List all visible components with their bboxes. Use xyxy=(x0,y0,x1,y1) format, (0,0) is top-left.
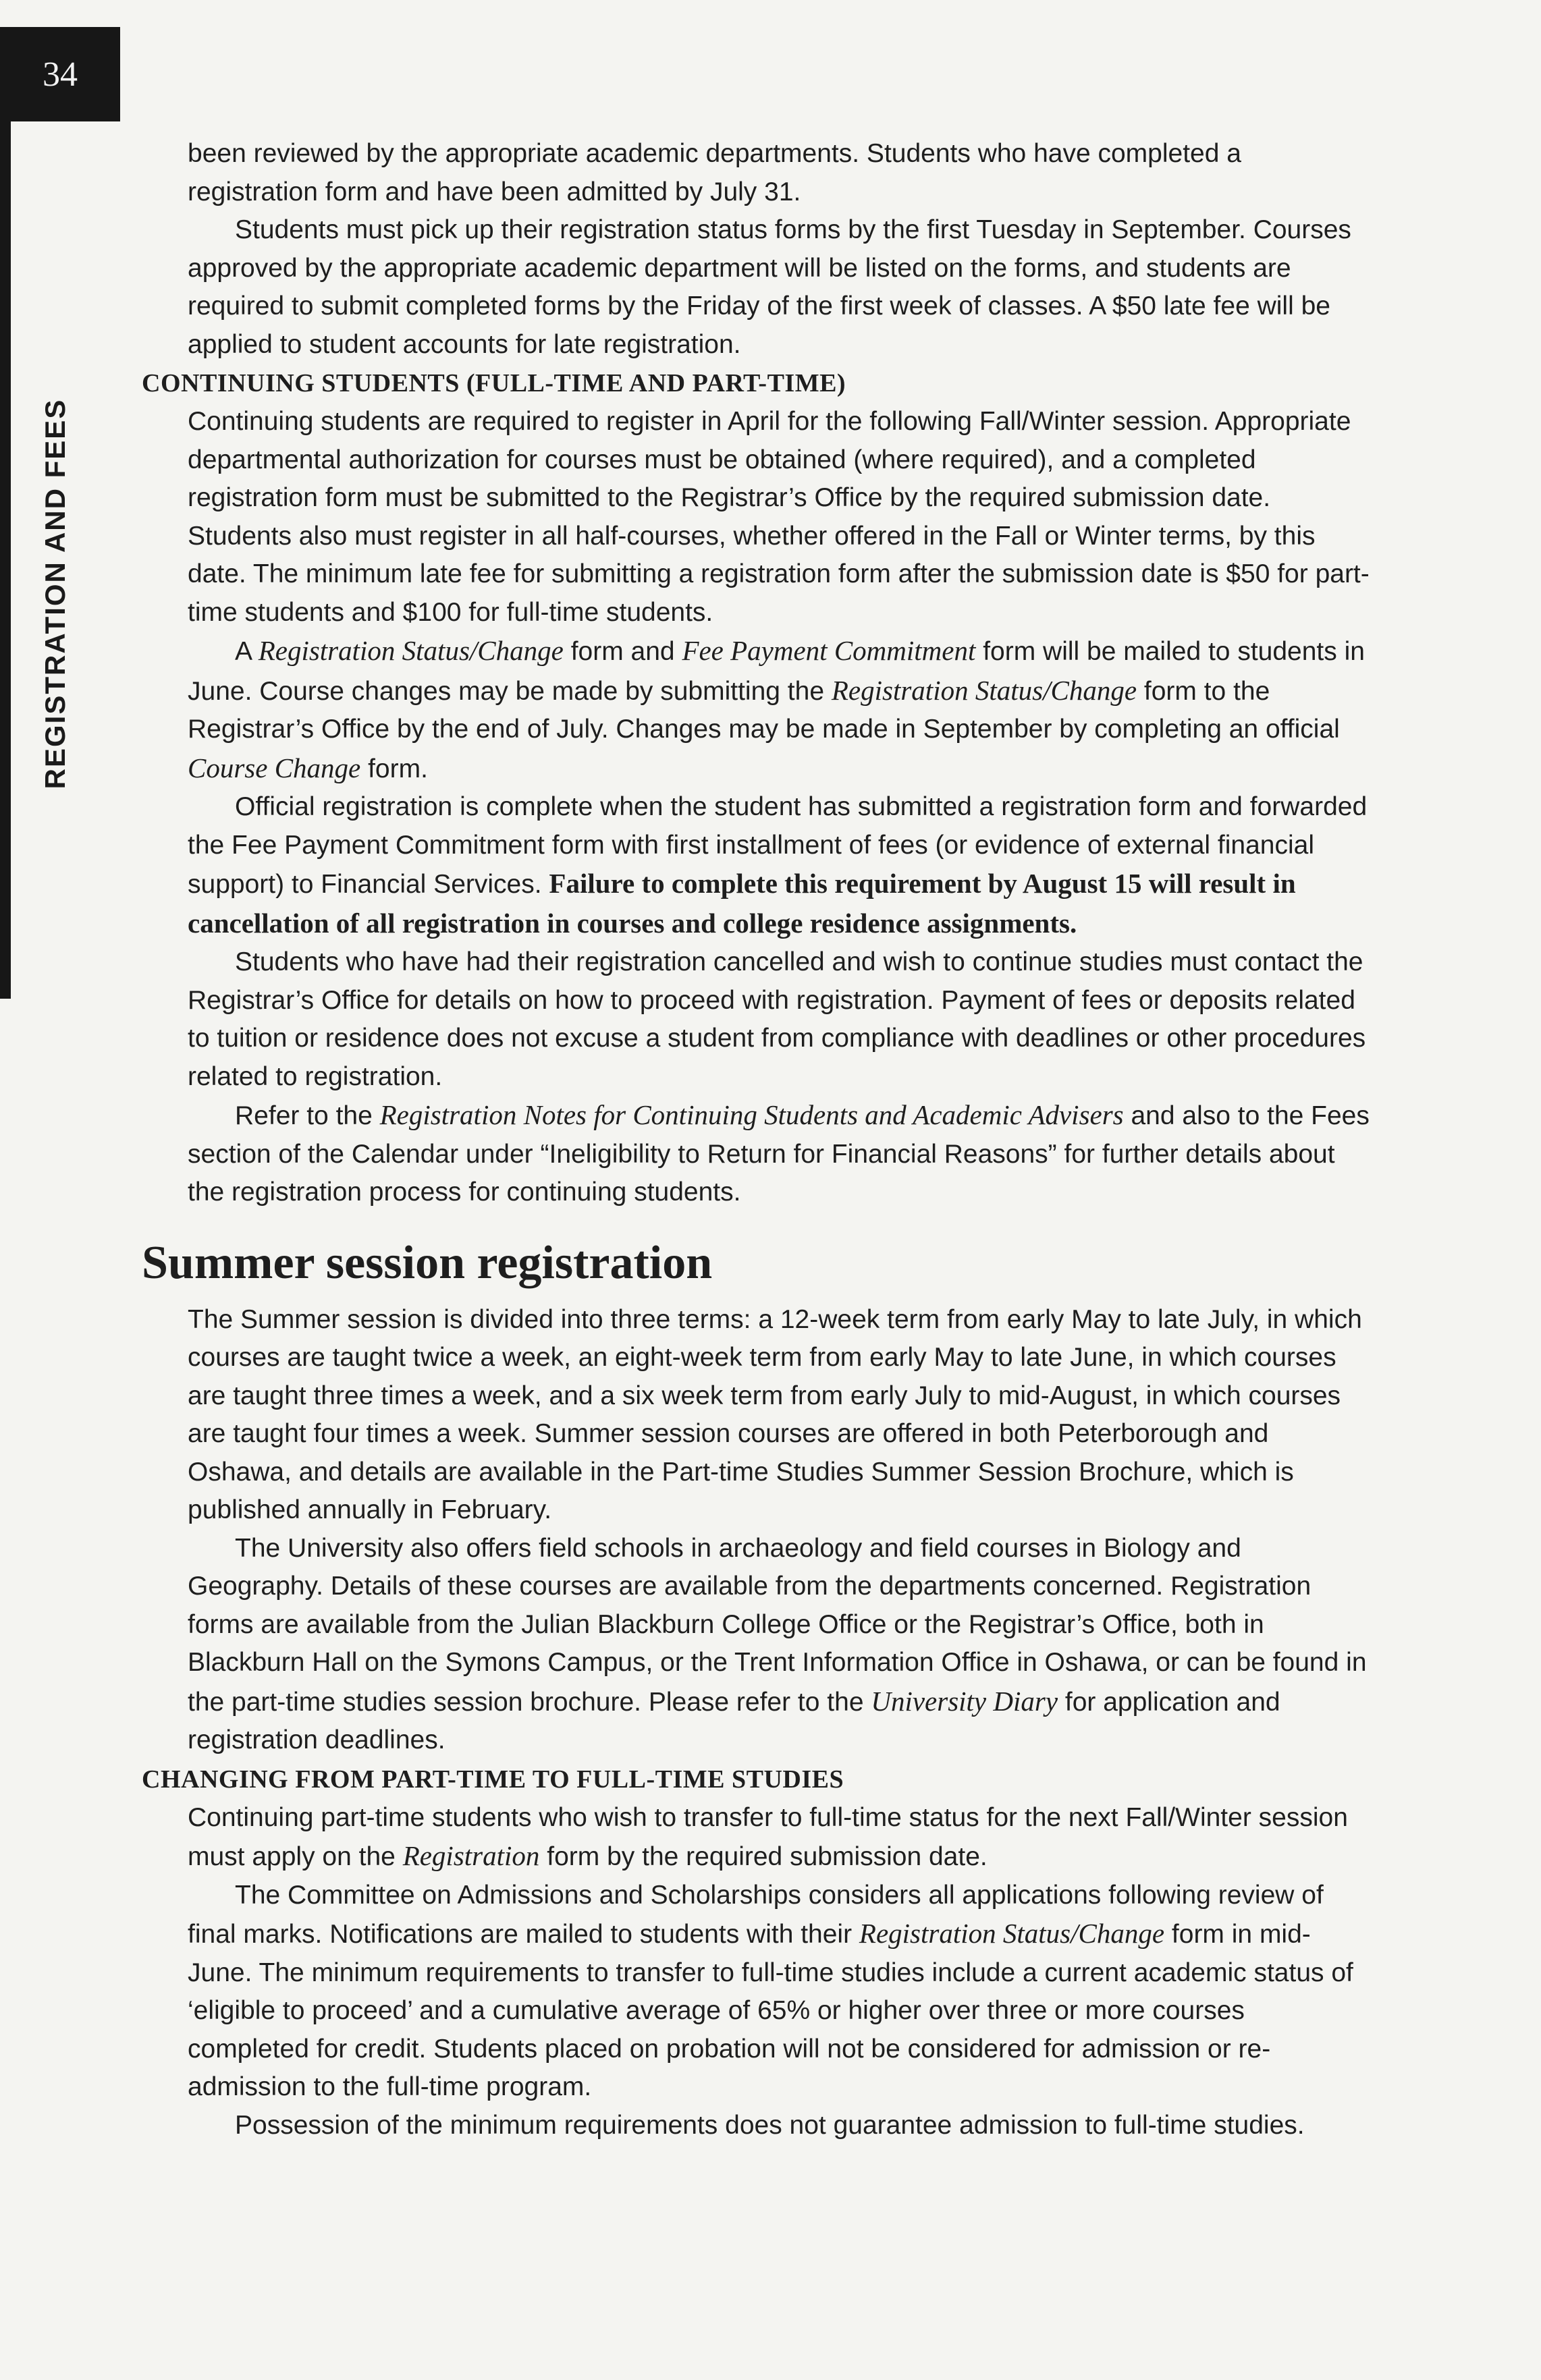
continuing-paragraph-3 xyxy=(188,788,1370,943)
text-run: The Committee on Admissions and Scholarships considers all applications following review of final marks. Notifications are mailed to students with their xyxy=(188,1880,1324,1949)
summer-session-section xyxy=(142,1301,1370,1760)
text-run: form in mid-June. The minimum requirements to transfer to full-time studies include a current academic status of ‘eligible to proceed’ and a cumulative average of 65% or higher over three or more courses completed for credit. Students placed on probation will not be considered for admission or re-admission to the full-time program. xyxy=(188,1920,1353,2101)
continuing-paragraph-4: Students who have had their registration cancelled and wish to continue studies must contact the Registrar’s Office for details on how to proceed with registration. Payment of fees or deposits related to tuition or residence does not excuse a student from compliance with deadlines or other procedures related to registration. xyxy=(188,947,1366,1091)
text-run: form will be mailed to students in June. Course changes may be made by submitting the xyxy=(188,637,1365,706)
changing-paragraph-2 xyxy=(188,1877,1370,2107)
form-name-italic: Registration xyxy=(402,1840,540,1871)
text-run: A xyxy=(235,637,259,666)
text-run: Official registration is complete when the student has submitted a registration form and forwarded the Fee Payment Commitment form with first installment of fees (or evidence of external financial support) to Financial Services. xyxy=(188,792,1368,899)
text-run: for application and registration deadlines. xyxy=(188,1687,1280,1754)
side-section-label-text: REGISTRATION AND FEES xyxy=(39,398,71,790)
summer-paragraph-1: The Summer session is divided into three terms: a 12-week term from early May to late July, in which courses are taught twice a week, an eight-week term from early May to late June, in which courses are taught three times a week, and a six week term from early July to mid-August, in which courses are taught four times a week. Summer session courses are offered in both Peterborough and Oshawa, and details are available in the Part-time Studies Summer Session Brochure, which is published annually in February. xyxy=(188,1304,1362,1524)
continuing-paragraph-1: Continuing students are required to register in April for the following Fall/Winter session. Appropriate departmental authorization for courses must be obtained (where required), and a completed registration form must be submitted to the Registrar’s Office by the required submission date. Students also must register in all half-courses, whether offered in the Fall or Winter terms, by this date. The minimum late fee for submitting a registration form after the submission date is $50 for part-time students and $100 for full-time students. xyxy=(188,407,1370,627)
form-name-italic: Registration Status/Change xyxy=(859,1918,1165,1949)
page-content xyxy=(142,135,1370,2144)
form-name-italic: Registration Status/Change xyxy=(258,635,564,666)
text-run: form by the required submission date. xyxy=(539,1842,988,1871)
document-title-italic: University Diary xyxy=(871,1685,1058,1717)
continuing-students-section xyxy=(142,403,1370,1212)
continuing-paragraph-2 xyxy=(188,632,1370,788)
changing-studies-heading: CHANGING FROM PART-TIME TO FULL-TIME STUDIES xyxy=(142,1765,844,1794)
text-run: and also to the Fees section of the Calendar under “Ineligibility to Return for Financial Reasons” for further details about the registration process for continuing students. xyxy=(188,1101,1370,1207)
form-name-italic: Course Change xyxy=(188,752,361,783)
intro-section xyxy=(142,135,1370,364)
text-run: form to the Registrar’s Office by the end of July. Changes may be made in September by completing an official xyxy=(188,676,1340,744)
text-run: The University also offers field schools in archaeology and field courses in Biology and Geography. Details of these courses are available from the departments concerned. Registration forms are available from the Julian Blackburn College Office or the Registrar’s Office, both in Blackburn Hall on the Symons Campus, or the Trent Information Office in Oshawa, or can be found in the part-time studies session brochure. Please refer to the xyxy=(188,1533,1367,1717)
text-run: Continuing part-time students who wish to transfer to full-time status for the next Fall/Winter session must apply on the xyxy=(188,1802,1348,1871)
document-title-italic: Registration Notes for Continuing Students and Academic Advisers xyxy=(379,1099,1124,1130)
changing-paragraph-1 xyxy=(188,1799,1370,1877)
form-name-italic: Fee Payment Commitment xyxy=(682,635,976,666)
continuing-students-heading: CONTINUING STUDENTS (FULL-TIME AND PART-TIME) xyxy=(142,369,846,397)
intro-paragraph-1: been reviewed by the appropriate academic departments. Students who have completed a registration form and have been admitted by July 31. xyxy=(188,139,1241,206)
form-name-italic: Registration Status/Change xyxy=(831,674,1137,706)
changing-studies-section xyxy=(142,1799,1370,2145)
text-run: Refer to the xyxy=(235,1101,380,1130)
changing-paragraph-3: Possession of the minimum requirements does not guarantee admission to full-time studies. xyxy=(235,2110,1305,2140)
deadline-warning-bold: Failure to complete this requirement by August 15 will result in cancellation of all registration in courses and college residence assignments. xyxy=(188,868,1296,939)
text-run: form. xyxy=(360,754,428,783)
page-number xyxy=(0,27,120,121)
summer-paragraph-2 xyxy=(188,1530,1370,1760)
continuing-paragraph-5 xyxy=(188,1096,1370,1212)
side-bar xyxy=(0,121,11,999)
intro-paragraph-2: Students must pick up their registration status forms by the first Tuesday in September. Courses approved by the appropriate academic department will be listed on the forms, and students are required to submit completed forms by the Friday of the first week of classes. A $50 late fee will be applied to student accounts for late registration. xyxy=(188,215,1351,359)
text-run: form and xyxy=(563,637,682,666)
summer-session-title: Summer session registration xyxy=(142,1236,713,1289)
page-number-text: 34 xyxy=(43,55,78,94)
